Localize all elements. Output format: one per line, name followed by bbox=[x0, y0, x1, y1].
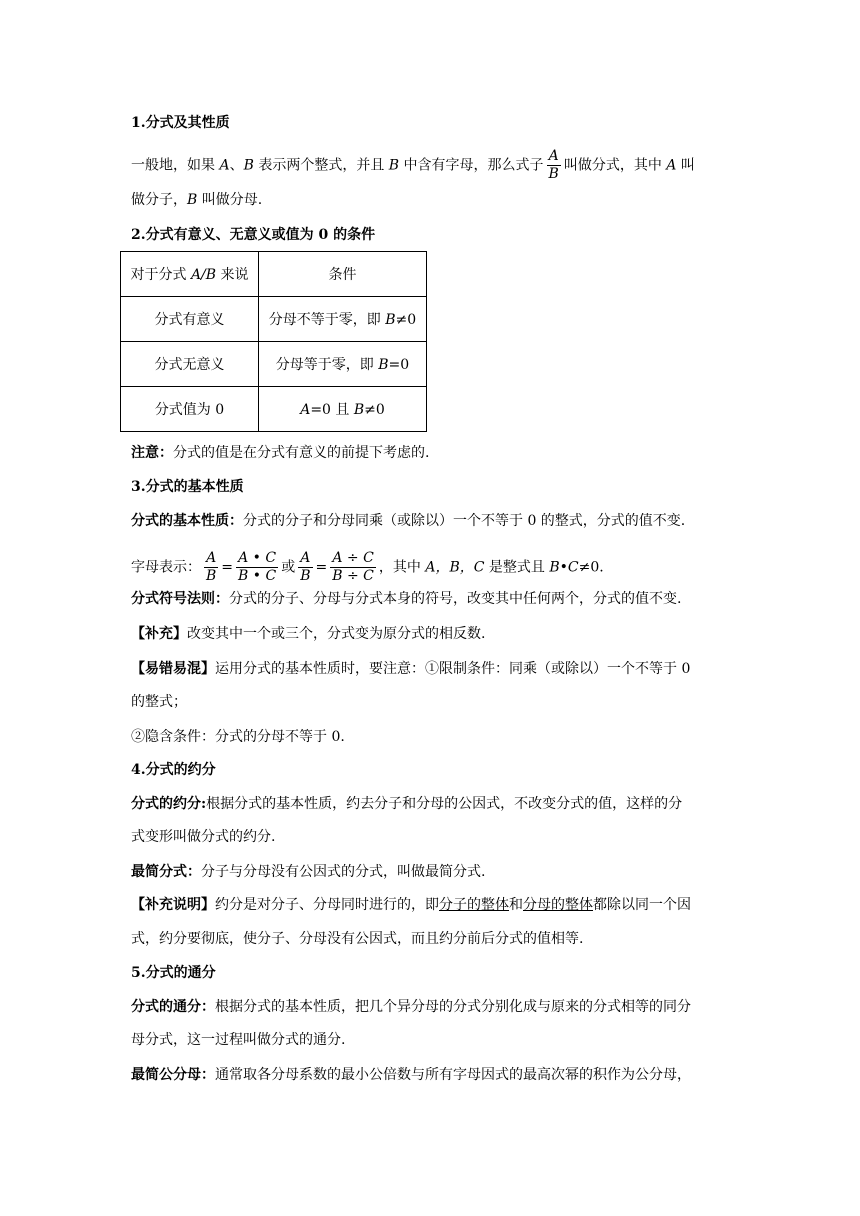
text: 对于分式 bbox=[130, 267, 191, 283]
section-3-error-line-1 bbox=[131, 659, 690, 679]
table-cell bbox=[259, 387, 427, 432]
text: ≠0 bbox=[364, 402, 385, 418]
simplest-label: 最简分式： bbox=[131, 864, 201, 880]
section-4-supplement-line-1 bbox=[131, 895, 691, 915]
section-3-supplement bbox=[131, 624, 485, 644]
section-1-definition-line-1 bbox=[131, 148, 695, 183]
table-cell: 分式值为 0 bbox=[121, 387, 259, 432]
vars: A，B，C bbox=[425, 559, 485, 576]
section-5-lcd bbox=[131, 1065, 691, 1085]
text: 叫做分母. bbox=[197, 192, 263, 208]
definition-label: 分式的约分: bbox=[131, 796, 207, 812]
conditions-table bbox=[120, 251, 427, 432]
fraction bbox=[204, 550, 218, 585]
var: B bbox=[378, 357, 389, 373]
table-row bbox=[121, 342, 427, 387]
text: 字母表示： bbox=[131, 559, 201, 576]
var: A/B bbox=[190, 267, 217, 283]
var-b: B bbox=[388, 157, 400, 174]
fraction-denominator: B ÷ C bbox=[332, 568, 374, 584]
section-1-title: 1.分式及其性质 bbox=[131, 115, 230, 131]
fraction-numerator: A ÷ C bbox=[330, 550, 376, 568]
table-header-row bbox=[121, 252, 427, 297]
table-row bbox=[121, 297, 427, 342]
section-4-definition-line-1 bbox=[131, 794, 682, 814]
text: 是整式且 bbox=[484, 559, 550, 576]
note-text: 分式的值是在分式有意义的前提下考虑的. bbox=[173, 445, 430, 461]
text: 约分是对分子、分母同时进行的，即 bbox=[215, 897, 439, 913]
table-row bbox=[121, 387, 427, 432]
text: ，其中 bbox=[378, 559, 426, 576]
text: 和 bbox=[509, 897, 523, 913]
table-header-cell bbox=[121, 252, 259, 297]
property-label: 分式的基本性质： bbox=[131, 513, 243, 529]
fraction bbox=[330, 550, 376, 585]
text: ≠0 bbox=[395, 312, 417, 328]
section-1-definition-line-2 bbox=[131, 190, 262, 210]
text: 一般地，如果 bbox=[131, 157, 220, 174]
fraction-denominator: B • C bbox=[238, 568, 277, 584]
section-5-title: 5.分式的通分 bbox=[131, 965, 216, 981]
text: 或 bbox=[281, 559, 296, 576]
fraction-denominator: B bbox=[548, 166, 559, 182]
var-b: B bbox=[187, 192, 198, 208]
table-cell bbox=[259, 342, 427, 387]
section-3-property bbox=[131, 511, 685, 531]
fraction bbox=[236, 550, 278, 585]
supplement-text: 改变其中一个或三个，分式变为原分式的相反数. bbox=[187, 626, 486, 642]
var: A bbox=[300, 402, 311, 418]
table-cell bbox=[259, 297, 427, 342]
section-3-letter-formula bbox=[131, 550, 604, 585]
simplest-text: 分子与分母没有公因式的分式，叫做最简分式. bbox=[201, 864, 486, 880]
text: 、 bbox=[229, 157, 244, 174]
section-4-definition-line-2: 式变形叫做分式的约分. bbox=[131, 829, 276, 845]
var-a: A bbox=[666, 157, 677, 174]
text: =0 且 bbox=[310, 402, 354, 418]
fraction bbox=[298, 550, 312, 585]
error-label: 【易错易混】 bbox=[131, 661, 215, 677]
var: B•C bbox=[549, 559, 579, 576]
section-2-note bbox=[131, 443, 429, 463]
fraction-numerator: A bbox=[547, 148, 561, 166]
fraction-numerator: A • C bbox=[236, 550, 278, 568]
text: ≠0. bbox=[578, 559, 604, 576]
lcd-label: 最简公分母： bbox=[131, 1067, 215, 1083]
fraction-denominator: B bbox=[206, 568, 217, 584]
lcd-text: 通常取各分母系数的最小公倍数与所有字母因式的最高次幂的积作为公分母， bbox=[215, 1067, 691, 1083]
text: 都除以同一个因 bbox=[593, 897, 691, 913]
sign-rule-text: 分式的分子、分母与分式本身的符号，改变其中任何两个，分式的值不变. bbox=[229, 591, 682, 607]
table-header-cell: 条件 bbox=[259, 252, 427, 297]
definition-text: 根据分式的基本性质，把几个异分母的分式分别化成与原来的分式相等的同分 bbox=[215, 999, 691, 1015]
table-cell: 分式有意义 bbox=[121, 297, 259, 342]
section-4-simplest bbox=[131, 862, 485, 882]
text: 叫 bbox=[676, 157, 695, 174]
fraction-denominator: B bbox=[300, 568, 311, 584]
table-cell: 分式无意义 bbox=[121, 342, 259, 387]
section-2-title: 2.分式有意义、无意义或值为 0 的条件 bbox=[131, 227, 376, 243]
section-3-error-line-3: ②隐含条件：分式的分母不等于 0. bbox=[131, 729, 345, 745]
error-text: 运用分式的基本性质时，要注意：①限制条件：同乘（或除以）一个不等于 0 bbox=[215, 661, 691, 677]
var: B bbox=[353, 402, 365, 418]
fraction-a-over-b bbox=[547, 148, 561, 183]
text: =0 bbox=[388, 357, 410, 373]
section-3-title: 3.分式的基本性质 bbox=[131, 479, 244, 495]
text: 做分子， bbox=[131, 192, 187, 208]
equals: = bbox=[221, 559, 234, 576]
section-4-supplement-line-2: 式，约分要彻底，使分子、分母没有公因式，而且约分前后分式的值相等. bbox=[131, 931, 584, 947]
section-4-title: 4.分式的约分 bbox=[131, 762, 216, 778]
text: 表示两个整式，并且 bbox=[253, 157, 389, 174]
section-5-definition-line-1 bbox=[131, 997, 691, 1017]
text: 分母不等于零，即 bbox=[268, 312, 386, 328]
var-a: A bbox=[219, 157, 230, 174]
note-label: 注意： bbox=[131, 445, 173, 461]
section-5-definition-line-2: 母分式，这一过程叫做分式的通分. bbox=[131, 1032, 346, 1048]
text: 来说 bbox=[216, 267, 249, 283]
underlined-text: 分母的整体 bbox=[523, 897, 593, 913]
section-3-sign-rule bbox=[131, 589, 681, 609]
fraction-numerator: A bbox=[204, 550, 218, 568]
definition-text: 根据分式的基本性质，约去分子和分母的公因式，不改变分式的值，这样的分 bbox=[206, 796, 683, 812]
sign-rule-label: 分式符号法则： bbox=[131, 591, 229, 607]
underlined-text: 分子的整体 bbox=[439, 897, 509, 913]
definition-label: 分式的通分： bbox=[131, 999, 215, 1015]
var: B bbox=[385, 312, 396, 328]
section-3-error-line-2: 的整式； bbox=[131, 694, 187, 710]
text: 中含有字母，那么式子 bbox=[399, 157, 544, 174]
equals: = bbox=[315, 559, 328, 576]
supplement-label: 【补充说明】 bbox=[131, 897, 215, 913]
property-text: 分式的分子和分母同乘（或除以）一个不等于 0 的整式，分式的值不变. bbox=[243, 513, 686, 529]
fraction-numerator: A bbox=[298, 550, 312, 568]
text: 分母等于零，即 bbox=[275, 357, 379, 373]
var-b: B bbox=[243, 157, 254, 174]
supplement-label: 【补充】 bbox=[131, 626, 187, 642]
text: 叫做分式，其中 bbox=[563, 157, 667, 174]
